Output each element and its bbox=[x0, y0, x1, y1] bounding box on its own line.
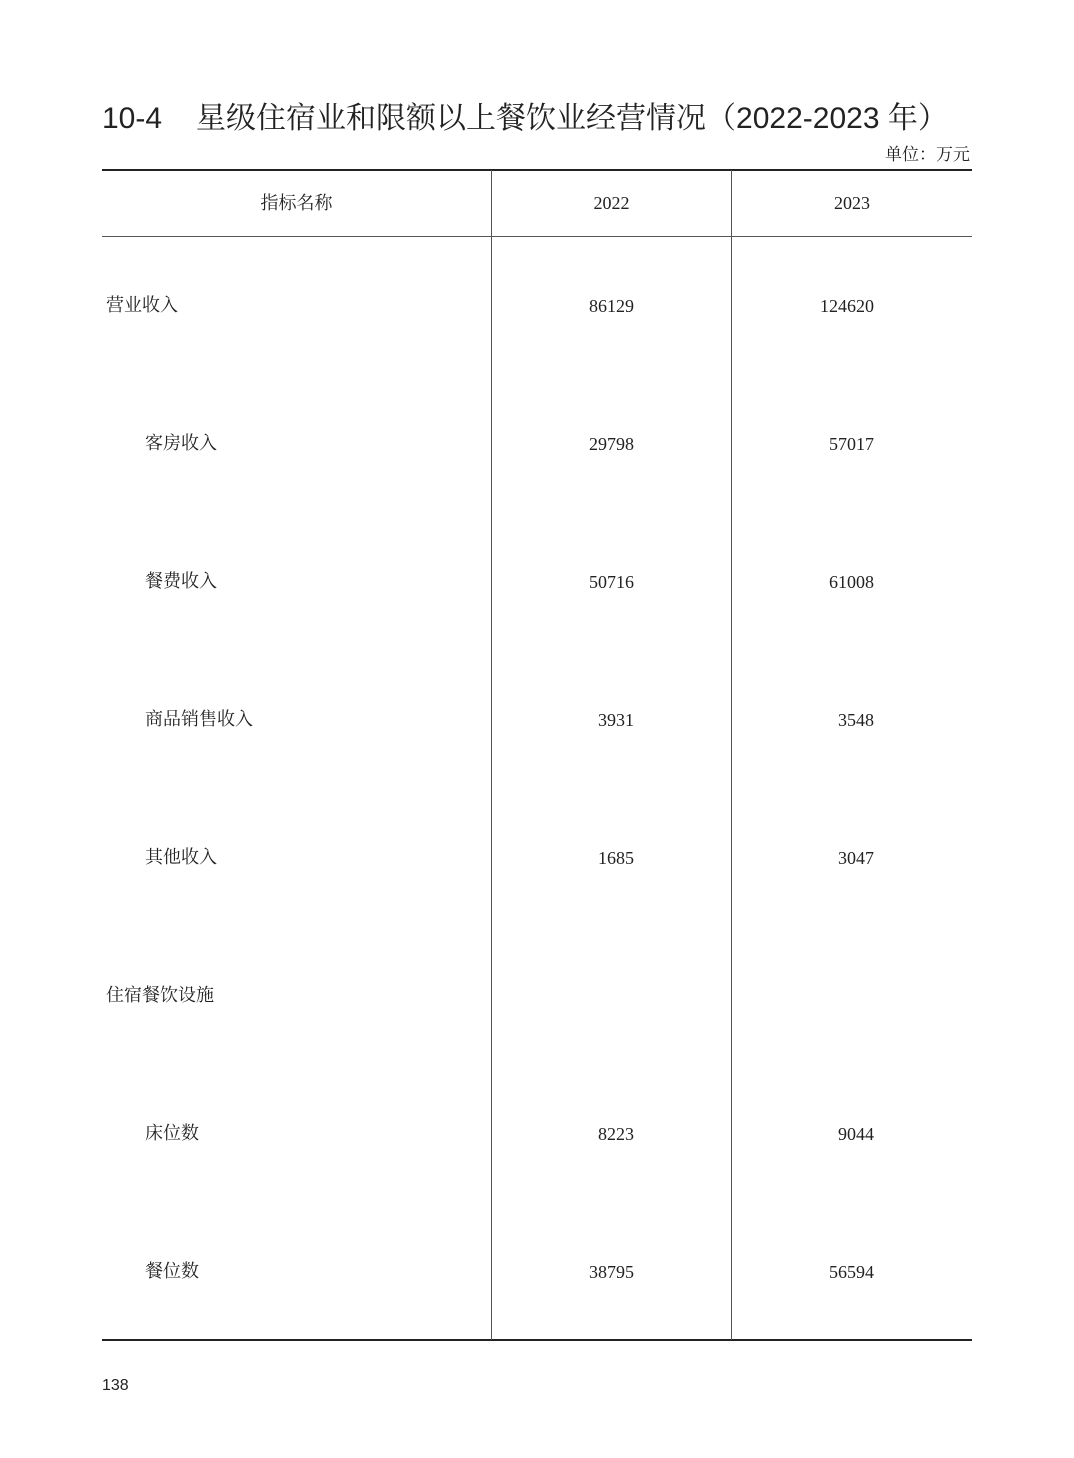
header-year-2022: 2022 bbox=[593, 193, 630, 213]
value-2023: 57017 bbox=[829, 434, 874, 454]
table-number: 10-4 bbox=[102, 102, 163, 135]
table-row bbox=[102, 843, 972, 873]
value-2022 bbox=[492, 981, 634, 1011]
table-title-text: 星级住宿业和限额以上餐饮业经营情况（2022-2023 年） bbox=[196, 102, 948, 135]
table-body bbox=[102, 237, 972, 1339]
value-2023 bbox=[732, 981, 874, 1011]
row-label: 餐费收入 bbox=[145, 571, 217, 592]
table-row bbox=[102, 705, 972, 735]
value-2023: 56594 bbox=[829, 1262, 874, 1282]
table-row bbox=[102, 429, 972, 459]
table-row bbox=[102, 1257, 972, 1287]
value-2022: 29798 bbox=[589, 434, 634, 454]
row-label: 营业收入 bbox=[106, 295, 178, 316]
unit-label: 单位：万元 bbox=[885, 145, 970, 164]
row-label: 商品销售收入 bbox=[145, 709, 253, 730]
value-2022: 50716 bbox=[589, 572, 634, 592]
table-row bbox=[102, 567, 972, 597]
value-2022: 8223 bbox=[598, 1124, 634, 1144]
row-label: 客房收入 bbox=[145, 433, 217, 454]
table-row bbox=[102, 981, 972, 1011]
row-label: 床位数 bbox=[145, 1123, 199, 1144]
value-2022: 86129 bbox=[589, 296, 634, 316]
header-year-2023: 2023 bbox=[834, 193, 870, 213]
value-2023: 3047 bbox=[838, 848, 874, 868]
table-title bbox=[102, 96, 982, 142]
value-2022: 38795 bbox=[589, 1262, 634, 1282]
value-2023: 124620 bbox=[820, 296, 874, 316]
header-indicator-name: 指标名称 bbox=[260, 193, 333, 213]
page-number: 138 bbox=[102, 1377, 129, 1394]
row-label: 其他收入 bbox=[145, 847, 217, 868]
value-2022: 1685 bbox=[598, 848, 634, 868]
value-2023: 3548 bbox=[838, 710, 874, 730]
table-row bbox=[102, 291, 972, 321]
row-label: 住宿餐饮设施 bbox=[106, 985, 214, 1006]
table-row bbox=[102, 1119, 972, 1149]
value-2023: 9044 bbox=[838, 1124, 874, 1144]
value-2022: 3931 bbox=[598, 710, 634, 730]
value-2023: 61008 bbox=[829, 572, 874, 592]
table-bottom-rule bbox=[102, 1339, 972, 1341]
row-label: 餐位数 bbox=[145, 1261, 199, 1282]
